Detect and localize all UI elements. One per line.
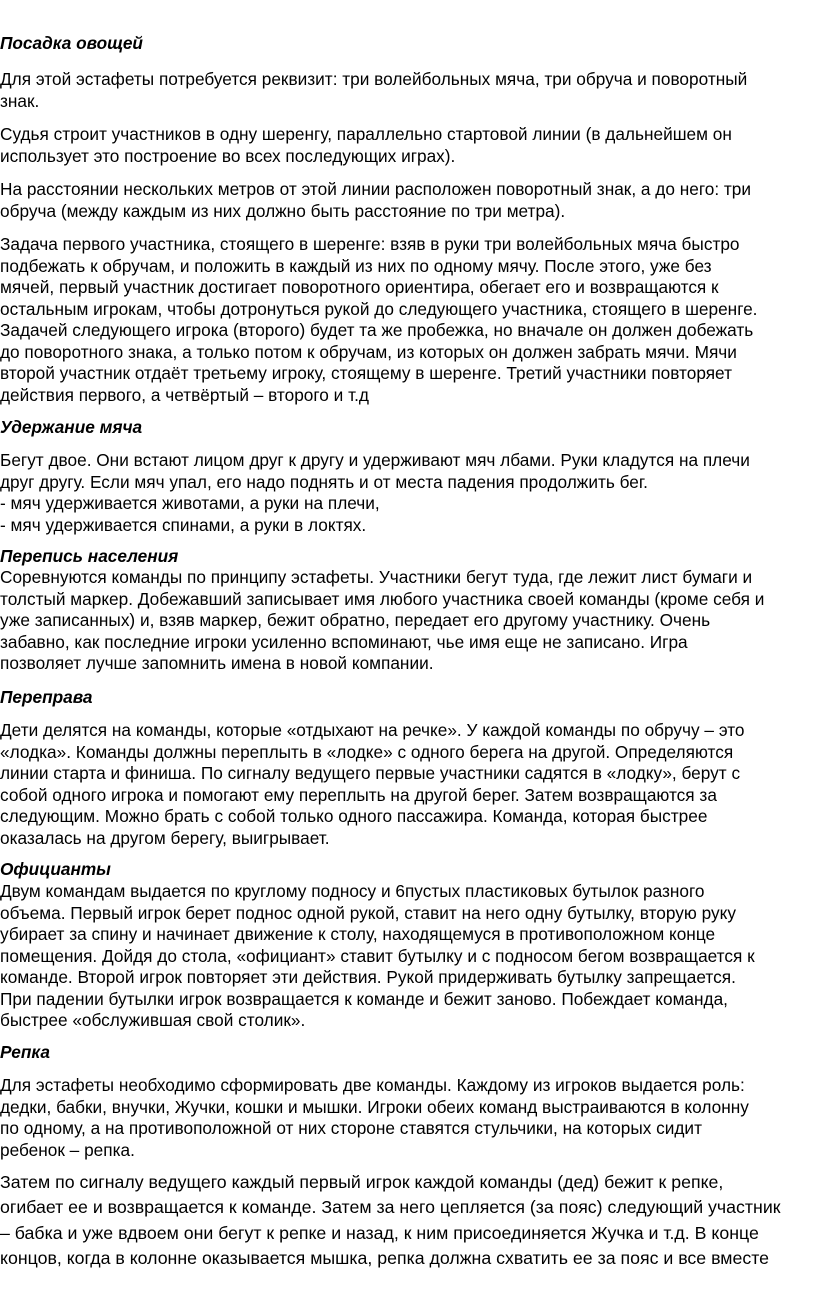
paragraph: Затем по сигналу ведущего каждый первый игрок каждой команды (дед) бежит к репке, огибает ее и возвращается к команде. Затем за него цепляется (за пояс) следующий участник – бабка и уже вдвоем они бегут к репке и назад, к ним присоединяется Жучка и т.д. В конце концов, когда в колонне оказывается мышка, репка должна схватить ее за пояс и все вместе	[0, 1172, 781, 1268]
section-heading: Удержание мяча	[0, 417, 143, 437]
paragraph: Задача первого участника, стоящего в шеренге: взяв в руки три волейбольных мяча быстро подбежать к обручам, и положить в каждый из них по одному мячу. После этого, уже без мячей, первый участник достигает поворотного ориентира, обегает его и возвращаются к остальным игрокам, чтобы дотронуться рукой до следующего участника, стоящего в шеренге. Задачей следующего игрока (второго) будет та же пробежка, но вначале он должен добежать до поворотного знака, а только потом к обручам, из которых он должен забрать мячи. Мячи второй участник отдаёт третьему игроку, стоящему в шеренге. Третий участники повторяет действия первого, а четвёртый – второго и т.д	[0, 234, 758, 405]
paragraph: Дети делятся на команды, которые «отдыхают на речке». У каждой команды по обручу – это «лодка». Команды должны переплыть в «лодке» с одного берега на другой. Определяются линии старта и финиша. По сигналу ведущего первые участники садятся в «лодку», берут с собой одного игрока и помогают ему переплыть на другой берег. Затем возвращаются за следующим. Можно брать с собой только одного пассажира. Команда, которая быстрее оказалась на другом берегу, выигрывает.	[0, 720, 745, 848]
paragraph: Для этой эстафеты потребуется реквизит: три волейбольных мяча, три обруча и поворотный знак.	[0, 69, 748, 111]
paragraph: Бегут двое. Они встают лицом друг к другу и удерживают мяч лбами. Руки кладутся на плечи друг другу. Если мяч упал, его надо поднять и от места падения продолжить бег. - мяч удерживается животами, а руки на плечи, - мяч удерживается спинами, а руки в локтях.	[0, 450, 750, 535]
section-heading: Посадка овощей	[0, 33, 143, 53]
section-heading: Официанты	[0, 859, 111, 879]
paragraph: Соревнуются команды по принципу эстафеты. Участники бегут туда, где лежит лист бумаги и толстый маркер. Добежавший записывает имя любого участника своей команды (кроме себя и уже записанных) и, взяв маркер, бежит обратно, передает его другому участнику. Очень забавно, как последние игроки усиленно вспоминают, чье имя еще не записано. Игра позволяет лучше запомнить имена в новой компании.	[0, 567, 765, 673]
section-heading: Перепись населения	[0, 546, 179, 566]
section-heading: Репка	[0, 1042, 50, 1062]
paragraph: Для эстафеты необходимо сформировать две команды. Каждому из игроков выдается роль: дедки, бабки, внучки, Жучки, кошки и мышки. Игроки обеих команд выстраиваются в колонну по одному, а на противоположной от них стороне ставятся стульчики, на которых сидит ребенок – репка.	[0, 1075, 749, 1160]
paragraph: Судья строит участников в одну шеренгу, параллельно стартовой линии (в дальнейшем он использует это построение во всех последующих играх).	[0, 124, 732, 166]
paragraph: На расстоянии нескольких метров от этой линии расположен поворотный знак, а до него: три обруча (между каждым из них должно быть расстояние по три метра).	[0, 179, 752, 221]
paragraph: Двум командам выдается по круглому подносу и 6пустых пластиковых бутылок разного объема. Первый игрок берет поднос одной рукой, ставит на него одну бутылку, вторую руку убирает за спину и начинает движение к столу, находящемуся в противоположном конце помещения. Дойдя до стола, «официант» ставит бутылку и с подносом бегом возвращается к команде. Второй игрок повторяет эти действия. Рукой придерживать бутылку запрещается. При падении бутылки игрок возвращается к команде и бежит заново. Побеждает команда, быстрее «обслужившая свой столик».	[0, 881, 755, 1030]
section-heading: Переправа	[0, 687, 93, 707]
